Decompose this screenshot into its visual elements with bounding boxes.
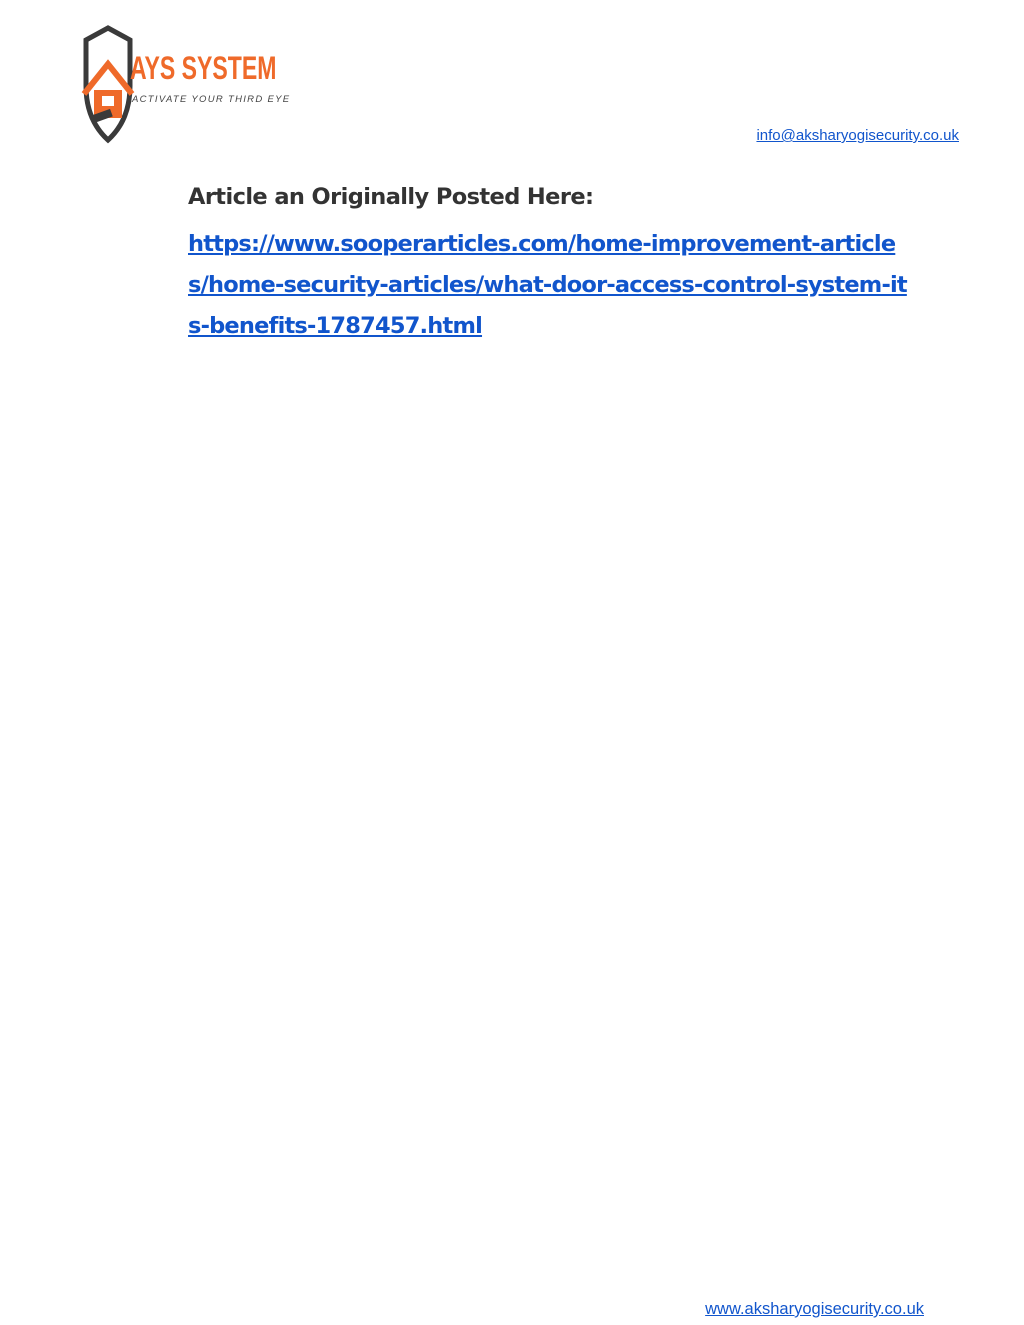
- logo-tagline: ACTIVATE YOUR THIRD EYE: [132, 94, 291, 105]
- company-logo: [78, 24, 291, 144]
- footer-website-link[interactable]: www.aksharyogisecurity.co.uk: [705, 1300, 924, 1318]
- article-heading: Article an Originally Posted Here:: [188, 184, 594, 210]
- article-block: [188, 178, 908, 347]
- header-email-link[interactable]: info@aksharyogisecurity.co.uk: [756, 127, 959, 144]
- logo-wordmark: AYS SYSTEM: [130, 50, 277, 86]
- shield-house-icon: [78, 24, 138, 144]
- article-source-link[interactable]: https://www.sooperarticles.com/home-improvement-articles/home-security-articles/what-door-access-control-system-its-benefits-1787457.html: [188, 231, 907, 339]
